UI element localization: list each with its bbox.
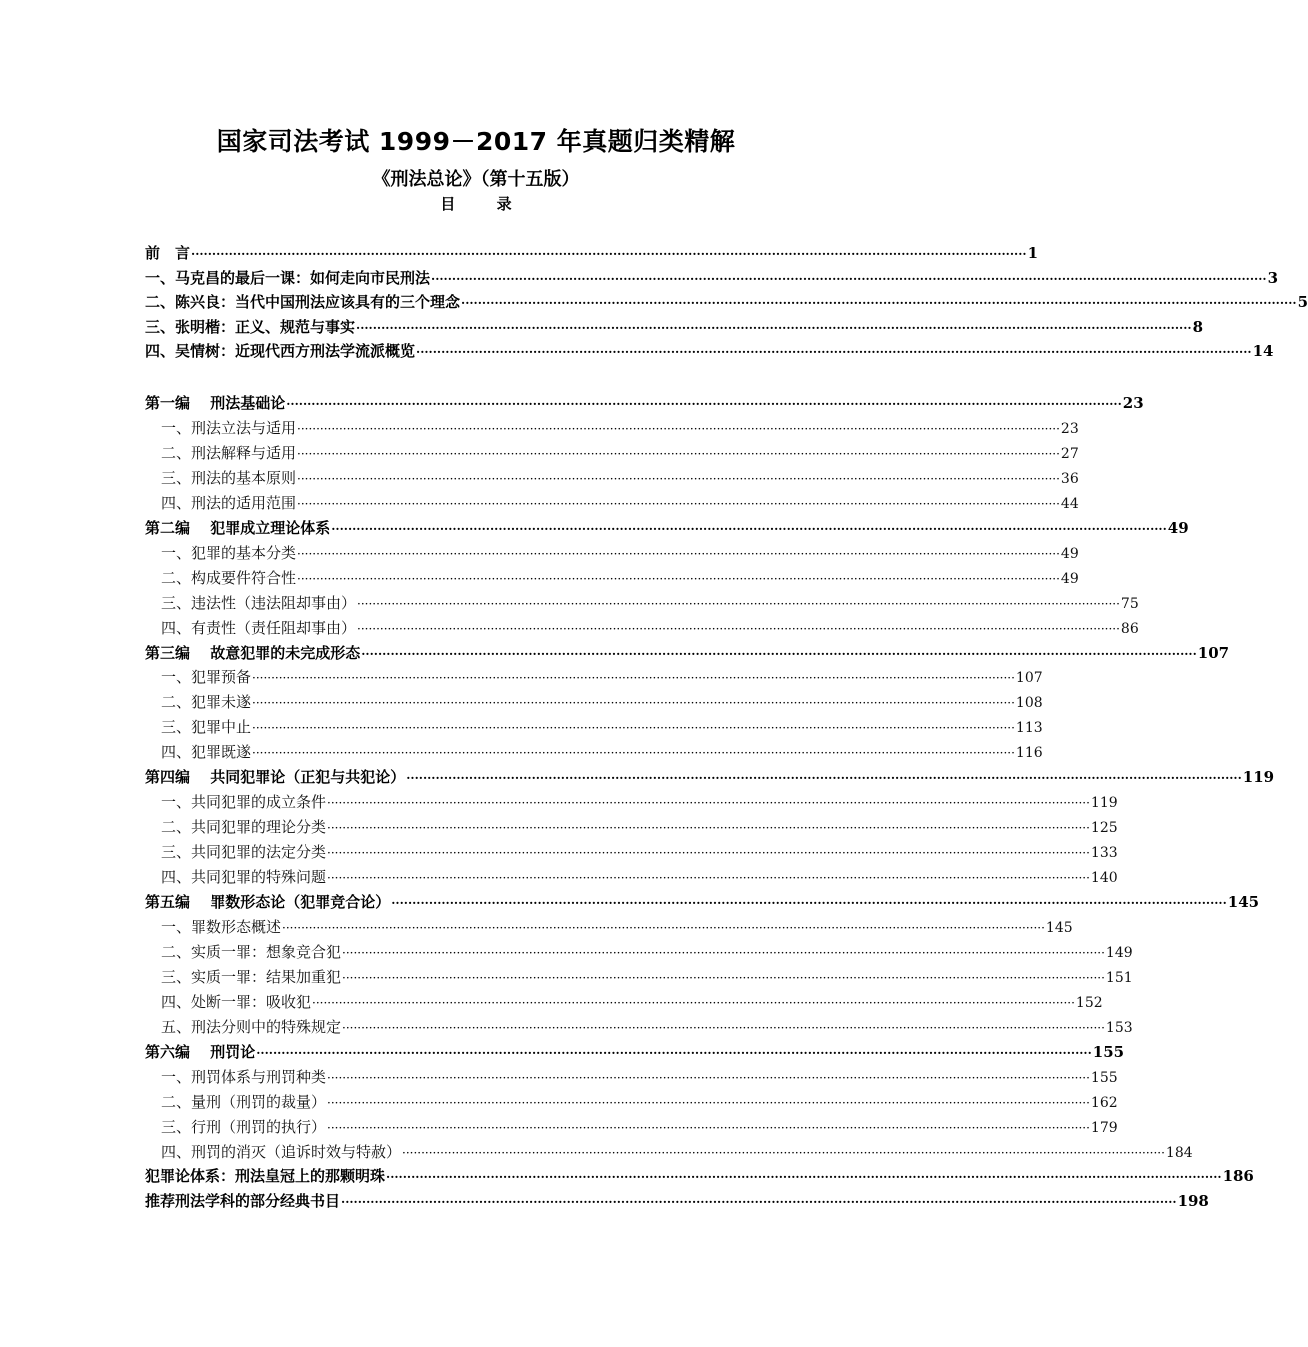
- toc-subsection-entry[interactable]: [161, 742, 1043, 763]
- toc-entry-label: 五、刑法分则中的特殊规定: [161, 1018, 342, 1036]
- toc-entry-label: 四、共同犯罪的特殊问题: [161, 868, 327, 886]
- toc-entry-label: 第二编 犯罪成立理论体系: [145, 519, 331, 537]
- toc-entry-page-number: 75: [1120, 596, 1139, 612]
- toc-section-entry[interactable]: [145, 892, 1260, 913]
- dot-leader: ········································································································································································································: [341, 1195, 1177, 1209]
- toc-subsection-entry[interactable]: [161, 1067, 1118, 1088]
- toc-entry-label: 一、罪数形态概述: [161, 918, 282, 936]
- toc-entry-page-number: 145: [1227, 893, 1260, 911]
- toc-subsection-entry[interactable]: [161, 917, 1073, 938]
- toc-entry-page-number: 184: [1165, 1145, 1193, 1161]
- toc-entry-label: 四、刑法的适用范围: [161, 494, 297, 512]
- toc-entry-page-number: 49: [1167, 519, 1189, 537]
- dot-leader: ········································································································································································································: [431, 272, 1267, 286]
- toc-subsection-entry[interactable]: [161, 817, 1118, 838]
- toc-entry-page-number: 107: [1015, 670, 1043, 686]
- toc-entry-page-number: 36: [1060, 471, 1079, 487]
- toc-entry-page-number: 23: [1060, 421, 1079, 437]
- dot-leader: ········································································································································································································: [402, 1146, 1165, 1160]
- toc-section-entry[interactable]: [145, 292, 1308, 313]
- toc-entry-label: 推荐刑法学科的部分经典书目: [145, 1192, 341, 1210]
- toc-entry-page-number: 49: [1060, 546, 1079, 562]
- dot-leader: ········································································································································································································: [386, 1170, 1222, 1184]
- document-title: 国家司法考试 1999－2017 年真题归类精解: [216, 127, 736, 156]
- toc-section-entry[interactable]: [145, 767, 1275, 788]
- dot-leader: ········································································································································································································: [327, 821, 1090, 835]
- toc-entry-page-number: 119: [1242, 768, 1275, 786]
- toc-subsection-entry[interactable]: [161, 717, 1043, 738]
- toc-subsection-entry[interactable]: [161, 1142, 1193, 1163]
- toc-section-entry[interactable]: [145, 341, 1274, 362]
- toc-entry-page-number: 179: [1090, 1120, 1118, 1136]
- toc-subsection-entry[interactable]: [161, 618, 1139, 639]
- toc-entry-page-number: 107: [1197, 644, 1230, 662]
- dot-leader: ········································································································································································································: [297, 422, 1060, 436]
- dot-leader: ········································································································································································································: [191, 247, 1027, 261]
- toc-subsection-entry[interactable]: [161, 1017, 1133, 1038]
- toc-entry-page-number: 8: [1192, 318, 1203, 336]
- toc-entry-page-number: 155: [1090, 1070, 1118, 1086]
- dot-leader: ········································································································································································································: [297, 497, 1060, 511]
- toc-entry-label: 一、刑法立法与适用: [161, 419, 297, 437]
- toc-subsection-entry[interactable]: [161, 667, 1043, 688]
- toc-entry-label: 一、马克昌的最后一课：如何走向市民刑法: [145, 269, 431, 287]
- toc-entry-page-number: 3: [1267, 269, 1278, 287]
- toc-entry-label: 二、量刑（刑罚的裁量）: [161, 1093, 327, 1111]
- toc-entry-label: 四、吴情树：近现代西方刑法学流派概览: [145, 342, 416, 360]
- toc-entry-label: 三、刑法的基本原则: [161, 469, 297, 487]
- toc-entry-label: 三、违法性（违法阻却事由）: [161, 594, 357, 612]
- toc-entry-page-number: 153: [1105, 1020, 1133, 1036]
- toc-section-entry[interactable]: [145, 518, 1189, 539]
- toc-entry-page-number: 186: [1222, 1167, 1254, 1185]
- dot-leader: ········································································································································································································: [327, 1096, 1090, 1110]
- toc-entry-page-number: 151: [1105, 970, 1133, 986]
- toc-section-entry[interactable]: [145, 317, 1203, 338]
- toc-entry-label: 三、张明楷：正义、规范与事实: [145, 318, 356, 336]
- toc-entry-label: 第三编 故意犯罪的未完成形态: [145, 644, 361, 662]
- dot-leader: ········································································································································································································: [357, 597, 1120, 611]
- document-subtitle: 《刑法总论》（第十五版）: [372, 169, 580, 190]
- toc-entry-label: 一、刑罚体系与刑罚种类: [161, 1068, 327, 1086]
- toc-entry-label: 二、实质一罪：想象竞合犯: [161, 943, 342, 961]
- dot-leader: ········································································································································································································: [312, 996, 1075, 1010]
- toc-section-entry[interactable]: [145, 268, 1278, 289]
- dot-leader: ········································································································································································································: [391, 896, 1227, 910]
- toc-subsection-entry[interactable]: [161, 792, 1118, 813]
- dot-leader: ········································································································································································································: [342, 946, 1105, 960]
- toc-subsection-entry[interactable]: [161, 418, 1079, 439]
- toc-subsection-entry[interactable]: [161, 692, 1043, 713]
- toc-entry-label: 二、刑法解释与适用: [161, 444, 297, 462]
- dot-leader: ········································································································································································································: [406, 771, 1242, 785]
- toc-entry-label: 四、处断一罪：吸收犯: [161, 993, 312, 1011]
- toc-entry-page-number: 162: [1090, 1095, 1118, 1111]
- dot-leader: ········································································································································································································: [252, 671, 1015, 685]
- toc-subsection-entry[interactable]: [161, 842, 1118, 863]
- toc-entry-label: 第五编 罪数形态论（犯罪竞合论）: [145, 893, 391, 911]
- toc-entry-label: 二、犯罪未遂: [161, 693, 252, 711]
- toc-entry-page-number: 23: [1122, 394, 1144, 412]
- toc-entry-page-number: 119: [1090, 795, 1118, 811]
- dot-leader: ········································································································································································································: [327, 1121, 1090, 1135]
- toc-entry-label: 四、有责性（责任阻却事由）: [161, 619, 357, 637]
- dot-leader: ········································································································································································································: [327, 796, 1090, 810]
- toc-subsection-entry[interactable]: [161, 967, 1133, 988]
- dot-leader: ········································································································································································································: [297, 472, 1060, 486]
- toc-entry-page-number: 5: [1297, 293, 1308, 311]
- toc-subsection-entry[interactable]: [161, 1092, 1118, 1113]
- dot-leader: ········································································································································································································: [357, 622, 1120, 636]
- toc-entry-page-number: 152: [1075, 995, 1103, 1011]
- dot-leader: ········································································································································································································: [252, 746, 1015, 760]
- toc-entry-page-number: 113: [1015, 720, 1043, 736]
- toc-subsection-entry[interactable]: [161, 1117, 1118, 1138]
- toc-section-entry[interactable]: [145, 1191, 1209, 1212]
- toc-entry-label: 一、犯罪预备: [161, 668, 252, 686]
- toc-entry-page-number: 149: [1105, 945, 1133, 961]
- toc-subsection-entry[interactable]: [161, 942, 1133, 963]
- toc-entry-page-number: 125: [1090, 820, 1118, 836]
- dot-leader: ········································································································································································································: [327, 1071, 1090, 1085]
- toc-entry-label: 二、陈兴良：当代中国刑法应该具有的三个理念: [145, 293, 461, 311]
- dot-leader: ········································································································································································································: [252, 696, 1015, 710]
- toc-subsection-entry[interactable]: [161, 468, 1079, 489]
- toc-entry-page-number: 14: [1252, 342, 1274, 360]
- dot-leader: ········································································································································································································: [461, 296, 1297, 310]
- toc-entry-label: 二、共同犯罪的理论分类: [161, 818, 327, 836]
- toc-entry-page-number: 140: [1090, 870, 1118, 886]
- toc-subsection-entry[interactable]: [161, 593, 1139, 614]
- toc-entry-page-number: 133: [1090, 845, 1118, 861]
- toc-entry-label: 第六编 刑罚论: [145, 1043, 256, 1061]
- dot-leader: ········································································································································································································: [342, 971, 1105, 985]
- toc-entry-page-number: 86: [1120, 621, 1139, 637]
- dot-leader: ········································································································································································································: [331, 522, 1167, 536]
- toc-entry-label: 前 言: [145, 244, 191, 262]
- toc-entry-label: 第四编 共同犯罪论（正犯与共犯论）: [145, 768, 406, 786]
- toc-entry-label: 三、实质一罪：结果加重犯: [161, 968, 342, 986]
- toc-entry-page-number: 44: [1060, 496, 1079, 512]
- toc-entry-label: 二、构成要件符合性: [161, 569, 297, 587]
- toc-subsection-entry[interactable]: [161, 443, 1079, 464]
- toc-entry-label: 三、犯罪中止: [161, 718, 252, 736]
- toc-subsection-entry[interactable]: [161, 493, 1079, 514]
- toc-entry-page-number: 155: [1092, 1043, 1125, 1061]
- toc-entry-label: 第一编 刑法基础论: [145, 394, 286, 412]
- toc-entry-label: 一、犯罪的基本分类: [161, 544, 297, 562]
- dot-leader: ········································································································································································································: [297, 572, 1060, 586]
- toc-entry-page-number: 49: [1060, 571, 1079, 587]
- toc-section-entry[interactable]: [145, 243, 1038, 264]
- dot-leader: ········································································································································································································: [256, 1046, 1092, 1060]
- dot-leader: ········································································································································································································: [416, 345, 1252, 359]
- toc-entry-page-number: 198: [1177, 1192, 1209, 1210]
- dot-leader: ········································································································································································································: [342, 1021, 1105, 1035]
- toc-subsection-entry[interactable]: [161, 568, 1079, 589]
- dot-leader: ········································································································································································································: [282, 921, 1045, 935]
- toc-entry-page-number: 1: [1027, 244, 1038, 262]
- dot-leader: ········································································································································································································: [252, 721, 1015, 735]
- toc-section-entry[interactable]: [145, 643, 1230, 664]
- toc-subsection-entry[interactable]: [161, 992, 1103, 1013]
- dot-leader: ········································································································································································································: [361, 647, 1197, 661]
- toc-section-entry[interactable]: [145, 1166, 1254, 1187]
- toc-entry-page-number: 116: [1015, 745, 1043, 761]
- toc-section-entry[interactable]: [145, 393, 1144, 414]
- toc-section-entry[interactable]: [145, 1042, 1125, 1063]
- dot-leader: ········································································································································································································: [297, 547, 1060, 561]
- toc-entry-page-number: 145: [1045, 920, 1073, 936]
- dot-leader: ········································································································································································································: [327, 871, 1090, 885]
- toc-heading: 目 录: [440, 195, 530, 213]
- toc-entry-label: 一、共同犯罪的成立条件: [161, 793, 327, 811]
- toc-entry-label: 三、共同犯罪的法定分类: [161, 843, 327, 861]
- toc-entry-label: 四、犯罪既遂: [161, 743, 252, 761]
- toc-entry-label: 犯罪论体系：刑法皇冠上的那颗明珠: [145, 1167, 386, 1185]
- dot-leader: ········································································································································································································: [286, 397, 1122, 411]
- toc-entry-label: 三、行刑（刑罚的执行）: [161, 1118, 327, 1136]
- toc-entry-page-number: 27: [1060, 446, 1079, 462]
- dot-leader: ········································································································································································································: [327, 846, 1090, 860]
- toc-entry-page-number: 108: [1015, 695, 1043, 711]
- toc-subsection-entry[interactable]: [161, 867, 1118, 888]
- toc-entry-label: 四、刑罚的消灭（追诉时效与特赦）: [161, 1143, 402, 1161]
- dot-leader: ········································································································································································································: [297, 447, 1060, 461]
- toc-subsection-entry[interactable]: [161, 543, 1079, 564]
- dot-leader: ········································································································································································································: [356, 321, 1192, 335]
